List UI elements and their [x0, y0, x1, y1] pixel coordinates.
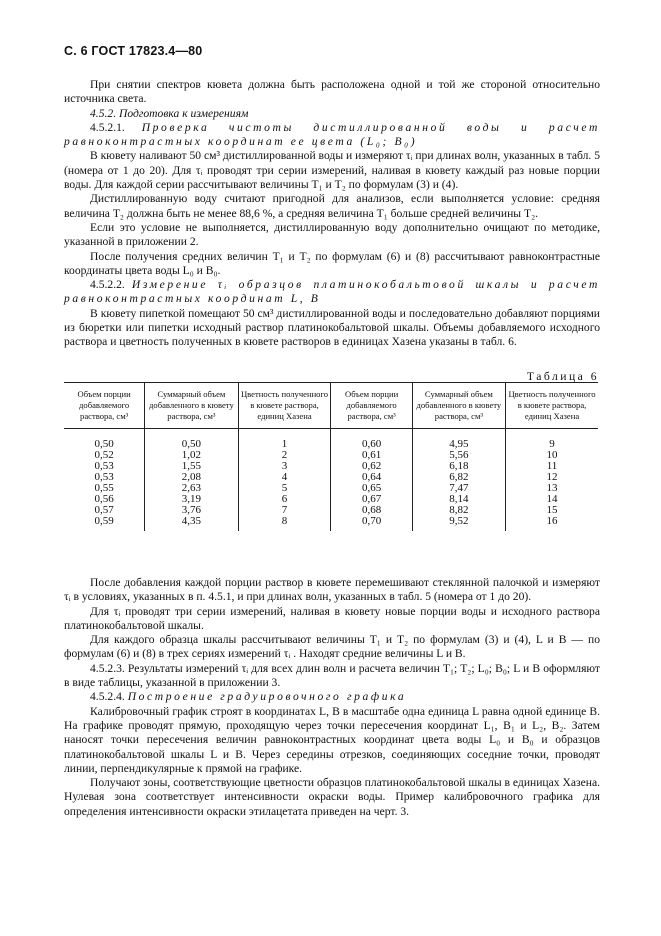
- paragraph-9: Для каждого образца шкалы рассчитывают величины T₁ и T₂ по формулам (3) и (4), L и B — по формулам (6) и (8) в трех сериях измерений τᵢ . Находят средние величины L и B.: [64, 633, 600, 661]
- table-cell: 0,62: [331, 461, 412, 472]
- table-cell: 0,65: [331, 483, 412, 494]
- table-cell: 1,02: [145, 450, 238, 461]
- table-cell: 15: [506, 505, 598, 516]
- table-cell: 8,14: [412, 494, 505, 505]
- table-header-row: [64, 383, 598, 429]
- table-cell: 5: [238, 483, 331, 494]
- table-cell: 7,47: [412, 483, 505, 494]
- table-cell: 4: [238, 472, 331, 483]
- table-cell: 3: [238, 461, 331, 472]
- table-row: [64, 516, 598, 531]
- paragraph-4: Если это условие не выполняется, дистиллированную воду дополнительно очищают по методике, указанной в приложении 2.: [64, 220, 600, 249]
- table-row: [64, 461, 598, 472]
- table-cell: 7: [238, 505, 331, 516]
- paragraph-7: После добавления каждой порции раствор в кювете перемешивают стеклянной палочкой и измеряют τᵢ в условиях, указанных в п. 4.5.1, и при длинах волн, указанных в табл. 5 (номера от 1 до 20).: [64, 576, 600, 604]
- table-cell: 0,55: [94, 482, 114, 494]
- table-cell: 0,53: [94, 460, 114, 472]
- table-cell: 3,76: [145, 505, 238, 516]
- table-header-cell: Объем порции добавляемого раствора, см³: [64, 383, 145, 429]
- table-row: [64, 483, 598, 494]
- table-body: [64, 429, 598, 532]
- table-row: [64, 472, 598, 483]
- paragraph-11: Калибровочный график строят в координатах L, B в масштабе одна единица L равна одной единице B. На графике проводят прямую, проходящую через точки пересечения координат L₁, B₁ и L₂, B₂. Затем наносят точки пересечения величин равноконтрастных координат цвета воды L₀ и B₀ и образцов платинокобальтовой шкалы L и B. Через середины отрезков, соединяющих соседние точки, проводят линии, перпендикулярные к прямой на графике.: [64, 704, 600, 775]
- paragraph-12: Получают зоны, соответствующие цветности образцов платинокобальтовой шкалы в единицах Хазена. Нулевая зона соответствует интенсивности окраски воды. Пример калибровочного графика для определения интенсивности окраски этилацетата приведен на черт. 3.: [64, 776, 600, 818]
- table-row: [64, 494, 598, 505]
- table-cell: 9: [506, 429, 598, 451]
- text-block-bottom: [64, 576, 600, 819]
- paragraph-1: При снятии спектров кювета должна быть расположена одной и той же стороной относительно источника света.: [64, 78, 600, 106]
- table-cell: 6: [238, 494, 331, 505]
- table-cell: 2,63: [145, 483, 238, 494]
- section-title: Проверка чистоты дистиллированной воды и расчет равноконтрастных координат ее цвета (L₀; B₀): [64, 120, 600, 149]
- table-cell: 10: [506, 450, 598, 461]
- section-title: Измерение τᵢ образцов платинокобальтовой шкалы и расчет равноконтрастных координат L, B: [64, 278, 600, 306]
- table-cell: 0,53: [94, 471, 114, 483]
- table-cell: 4,35: [145, 516, 238, 531]
- table-cell: 8,82: [412, 505, 505, 516]
- table-cell: 2: [238, 450, 331, 461]
- table-row: [64, 450, 598, 461]
- table-cell: 0,68: [331, 505, 412, 516]
- table-header-cell: Суммарный объем добавленного в кювету раствора, см³: [145, 383, 238, 429]
- table-caption: Таблица 6: [526, 370, 599, 383]
- section-4-5-2-1: [64, 121, 600, 150]
- section-title: Построение градуировочного графика: [127, 690, 407, 704]
- table-cell: 12: [506, 472, 598, 483]
- paragraph-5: После получения средних величин T₁ и T₂ по формулам (6) и (8) рассчитывают равноконтрастные координаты цвета воды L₀ и B₀.: [64, 249, 600, 277]
- table-cell: 1: [238, 429, 331, 451]
- table-cell: 0,57: [94, 504, 114, 516]
- table-cell: 4,95: [412, 429, 505, 451]
- table-row: [64, 505, 598, 516]
- paragraph-2: В кювету наливают 50 см³ дистиллированной воды и измеряют τᵢ при длинах волн, указанных в табл. 5 (номера от 1 до 20). Для τᵢ проводят три серии измерений, наливая в кювету каждый раз новые порции воды. Для каждой серии рассчитывают величины T₁ и T₂ по формулам (3) и (4).: [64, 149, 600, 192]
- table-cell: 8: [238, 516, 331, 531]
- table-cell: 0,70: [331, 516, 412, 531]
- table-header-cell: Цветность полученного в кювете раствора, единиц Хазена: [506, 383, 598, 429]
- table-cell: 0,50: [145, 429, 238, 451]
- table-cell: 3,19: [145, 494, 238, 505]
- table-cell: 2,08: [145, 472, 238, 483]
- table-cell: 0,56: [94, 493, 114, 505]
- paragraph-8: Для τᵢ проводят три серии измерений, наливая в кювету новые порции воды и исходного раствора платинокобальтовой шкалы.: [64, 604, 600, 632]
- section-number: 4.5.2.4.: [90, 690, 125, 704]
- table-cell: 0,52: [94, 449, 114, 461]
- paragraph-10: 4.5.2.3. Результаты измерений τᵢ для всех длин волн и расчета величин T₁; T₂; L₀; B₀; L и B оформляют в виде таблицы, указанной в приложении 3.: [64, 661, 600, 690]
- table-cell: 13: [506, 483, 598, 494]
- table-cell: 5,56: [412, 450, 505, 461]
- table-cell: 0,60: [331, 429, 412, 451]
- table-cell: 0,50: [94, 438, 114, 450]
- table-row: [64, 429, 598, 451]
- table-cell: 0,64: [331, 472, 412, 483]
- paragraph-6: В кювету пипеткой помещают 50 см³ дистиллированной воды и последовательно добавляют порциями из бюретки или пипетки исходный раствор платинокобальтовой шкалы. Объемы добавляемого исходного раствора и цветность полученных в кювете растворов в единицах Хазена указаны в табл. 6.: [64, 306, 600, 349]
- section-number: 4.5.2.1.: [90, 120, 125, 134]
- table-cell: 0,61: [331, 450, 412, 461]
- paragraph-3: Дистиллированную воду считают пригодной для анализов, если выполняется условие: средняя величина T₂ должна быть не менее 88,6 %, а средняя величина T₁ больше средней величины T₂.: [64, 192, 600, 220]
- table-header-cell: Суммарный объем добавленного в кювету раствора, см³: [412, 383, 505, 429]
- table-cell: 11: [506, 461, 598, 472]
- table-header-cell: Цветность полученного в кювете раствора, единиц Хазена: [238, 383, 331, 429]
- section-number: 4.5.2.2.: [90, 278, 125, 292]
- table-cell: 9,52: [412, 516, 505, 531]
- table-cell: 0,67: [331, 494, 412, 505]
- text-block-top: [64, 78, 600, 350]
- table-cell: 14: [506, 494, 598, 505]
- table-cell: 6,18: [412, 461, 505, 472]
- table-cell: 16: [506, 516, 598, 531]
- section-4-5-2-2: [64, 278, 600, 307]
- page-header: С. 6 ГОСТ 17823.4—80: [64, 44, 203, 58]
- table-header-cell: Объем порции добавляемого раствора, см³: [331, 383, 412, 429]
- table-cell: 6,82: [412, 472, 505, 483]
- section-4-5-2-4: [64, 690, 600, 704]
- table-cell: 0,59: [94, 515, 114, 527]
- table-cell: 1,55: [145, 461, 238, 472]
- data-table: [64, 382, 598, 531]
- section-4-5-2: 4.5.2. Подготовка к измерениям: [90, 106, 249, 120]
